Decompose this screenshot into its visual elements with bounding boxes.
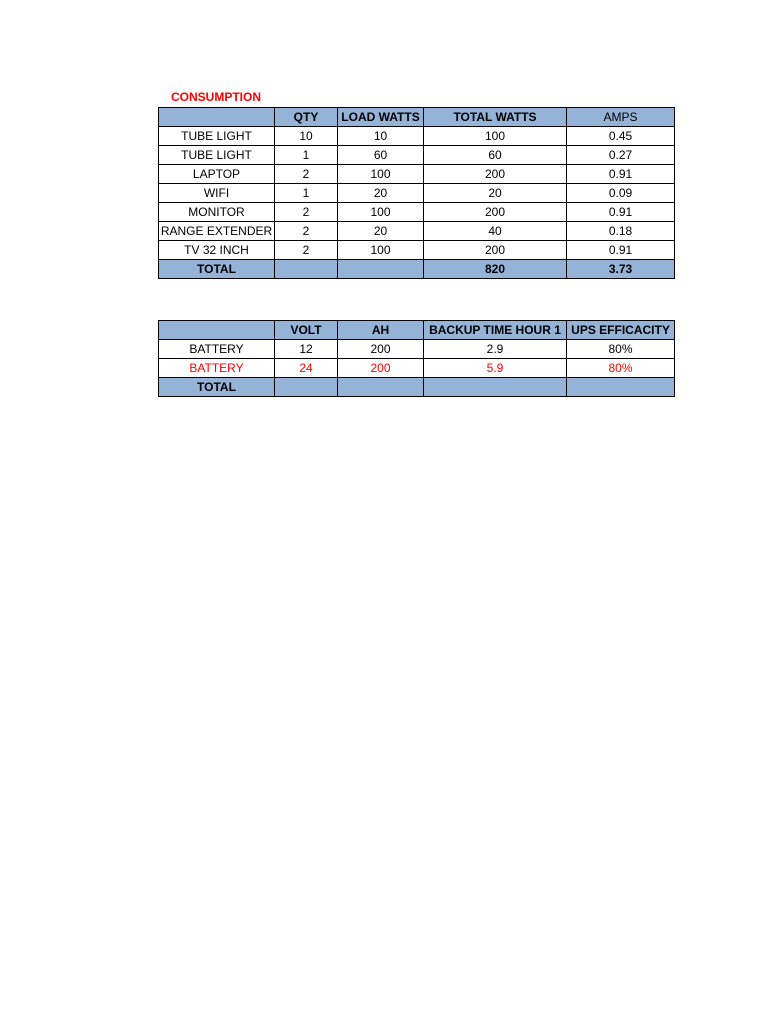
consumption-table <box>158 107 675 279</box>
cell: 2 <box>275 203 338 222</box>
table-row <box>159 340 675 359</box>
cell: 200 <box>424 203 567 222</box>
table-row <box>159 165 675 184</box>
cell: 0.45 <box>567 127 675 146</box>
cell <box>567 378 675 397</box>
cell: TV 32 INCH <box>159 241 275 260</box>
header-cell-ah: AH <box>338 321 424 340</box>
cell: 1 <box>275 184 338 203</box>
cell: BATTERY <box>159 359 275 378</box>
cell: RANGE EXTENDER <box>159 222 275 241</box>
table-row <box>159 222 675 241</box>
cell: 10 <box>338 127 424 146</box>
cell: 24 <box>275 359 338 378</box>
total-label: TOTAL <box>159 378 275 397</box>
cell: 40 <box>424 222 567 241</box>
total-row <box>159 260 675 279</box>
cell: TUBE LIGHT <box>159 146 275 165</box>
cell <box>424 378 567 397</box>
total-amps-value: 3.73 <box>567 260 675 279</box>
cell: 20 <box>338 184 424 203</box>
cell: 12 <box>275 340 338 359</box>
table-row <box>159 241 675 260</box>
cell: LAPTOP <box>159 165 275 184</box>
table-row <box>159 184 675 203</box>
header-cell-backup-time: BACKUP TIME HOUR 1 <box>424 321 567 340</box>
cell: 80% <box>567 340 675 359</box>
cell: 100 <box>338 241 424 260</box>
cell: 80% <box>567 359 675 378</box>
cell: 0.91 <box>567 165 675 184</box>
cell: 200 <box>338 340 424 359</box>
table-row <box>159 146 675 165</box>
cell: TUBE LIGHT <box>159 127 275 146</box>
table-header-row <box>159 321 675 340</box>
header-cell-volt: VOLT <box>275 321 338 340</box>
cell: 2 <box>275 165 338 184</box>
cell: MONITOR <box>159 203 275 222</box>
cell: 60 <box>424 146 567 165</box>
cell: 200 <box>338 359 424 378</box>
header-cell-total-watts: TOTAL WATTS <box>424 108 567 127</box>
header-cell <box>159 321 275 340</box>
table-row-highlighted <box>159 359 675 378</box>
header-cell-load-watts: LOAD WATTS <box>338 108 424 127</box>
total-row <box>159 378 675 397</box>
battery-table <box>158 320 675 397</box>
cell: 20 <box>424 184 567 203</box>
cell: 100 <box>338 203 424 222</box>
total-watts-value: 820 <box>424 260 567 279</box>
cell: 2 <box>275 241 338 260</box>
header-cell <box>159 108 275 127</box>
cell: 0.91 <box>567 241 675 260</box>
cell: 5.9 <box>424 359 567 378</box>
cell: 10 <box>275 127 338 146</box>
cell: WIFI <box>159 184 275 203</box>
header-cell-ups-efficacity: UPS EFFICACITY <box>567 321 675 340</box>
cell <box>275 260 338 279</box>
cell: 20 <box>338 222 424 241</box>
total-label: TOTAL <box>159 260 275 279</box>
consumption-title: CONSUMPTION <box>171 90 261 104</box>
table-row <box>159 127 675 146</box>
cell: 0.27 <box>567 146 675 165</box>
cell: 0.91 <box>567 203 675 222</box>
cell: 2.9 <box>424 340 567 359</box>
cell <box>338 260 424 279</box>
header-cell-qty: QTY <box>275 108 338 127</box>
cell: 200 <box>424 241 567 260</box>
cell: BATTERY <box>159 340 275 359</box>
cell: 100 <box>424 127 567 146</box>
cell <box>338 378 424 397</box>
header-cell-amps: AMPS <box>567 108 675 127</box>
cell: 2 <box>275 222 338 241</box>
cell <box>275 378 338 397</box>
cell: 0.18 <box>567 222 675 241</box>
table-header-row <box>159 108 675 127</box>
cell: 100 <box>338 165 424 184</box>
cell: 0.09 <box>567 184 675 203</box>
table-row <box>159 203 675 222</box>
cell: 200 <box>424 165 567 184</box>
cell: 1 <box>275 146 338 165</box>
cell: 60 <box>338 146 424 165</box>
